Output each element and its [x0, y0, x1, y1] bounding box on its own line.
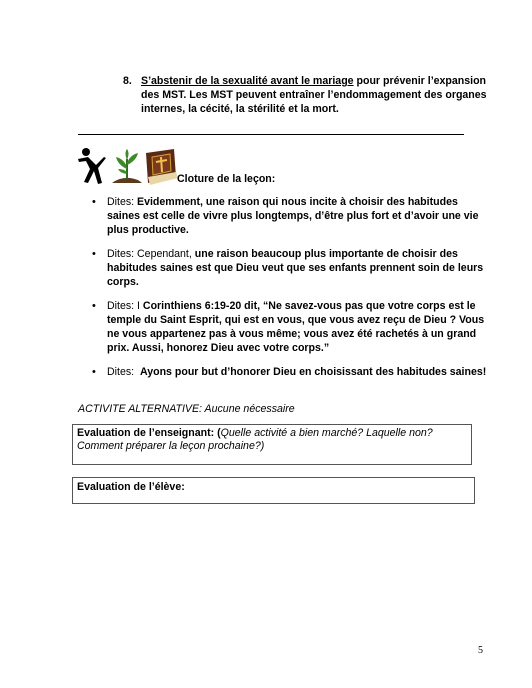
stretching-person-icon — [78, 148, 106, 184]
bullet-text: Ayons pour but d’honorer Dieu en choisissant des habitudes saines! — [139, 366, 487, 378]
bullet-prefix: Dites: — [107, 196, 138, 208]
teacher-evaluation-box[interactable] — [72, 424, 472, 465]
student-evaluation-label: Evaluation de l’élève: — [77, 481, 185, 493]
alternative-activity: ACTIVITE ALTERNATIVE: Aucune nécessaire — [78, 403, 295, 415]
item-8-rest: pour prévenir l’expansion des MST. Les MST peuvent entraîner l’endommagement des organes internes, la cécité, la stérilité et la mort. — [141, 75, 487, 115]
bullet-prefix: Dites: I — [107, 300, 143, 312]
bullet-prefix: Dites: — [107, 366, 140, 378]
closing-bullet-list — [92, 195, 487, 389]
paren-open: ( — [217, 427, 221, 439]
closing-title: Cloture de la leçon: — [177, 173, 276, 185]
bullet-item-1 — [92, 195, 487, 237]
bullet-text: une raison beaucoup plus importante de choisir des habitudes saines est que Dieu veut que ses enfants prennent soin de leurs corps. — [107, 248, 484, 288]
bullet-item-3 — [92, 299, 487, 355]
item-number: 8. — [123, 75, 132, 87]
closing-icons — [76, 147, 182, 187]
bible-book-icon — [146, 149, 178, 185]
bullet-item-4 — [92, 365, 487, 379]
item-8-underlined: S’abstenir de la sexualité avant le mariage — [141, 75, 354, 87]
bullet-text: Evidemment, une raison qui nous incite à choisir des habitudes saines est celle de vivre plus longtemps, d’être plus fort et d’avoir une vie plus productive. — [107, 196, 479, 236]
page-number: 5 — [478, 645, 483, 656]
bullet-text: Corinthiens 6:19-20 dit, “Ne savez-vous pas que votre corps est le temple du Saint Esprit, qui est en vous, que vous avez reçu de Dieu ? Vous ne vous appartenez pas à vous même; vous avez été rachetés à un grand prix. Aussi, honorez Dieu avec votre corps.” — [107, 300, 485, 354]
seedling-plant-icon — [112, 149, 142, 183]
bullet-item-2 — [92, 247, 487, 289]
list-item-8 — [123, 74, 493, 116]
teacher-evaluation-prompt: Quelle activité a bien marché? Laquelle non? Comment préparer la leçon prochaine?) — [77, 427, 433, 452]
student-evaluation-box[interactable] — [72, 477, 475, 504]
teacher-evaluation-label: Evaluation de l’enseignant: — [77, 427, 218, 439]
bullet-prefix: Dites: Cependant, — [107, 248, 195, 260]
horizontal-divider — [78, 134, 464, 135]
item-8-text — [141, 74, 493, 116]
